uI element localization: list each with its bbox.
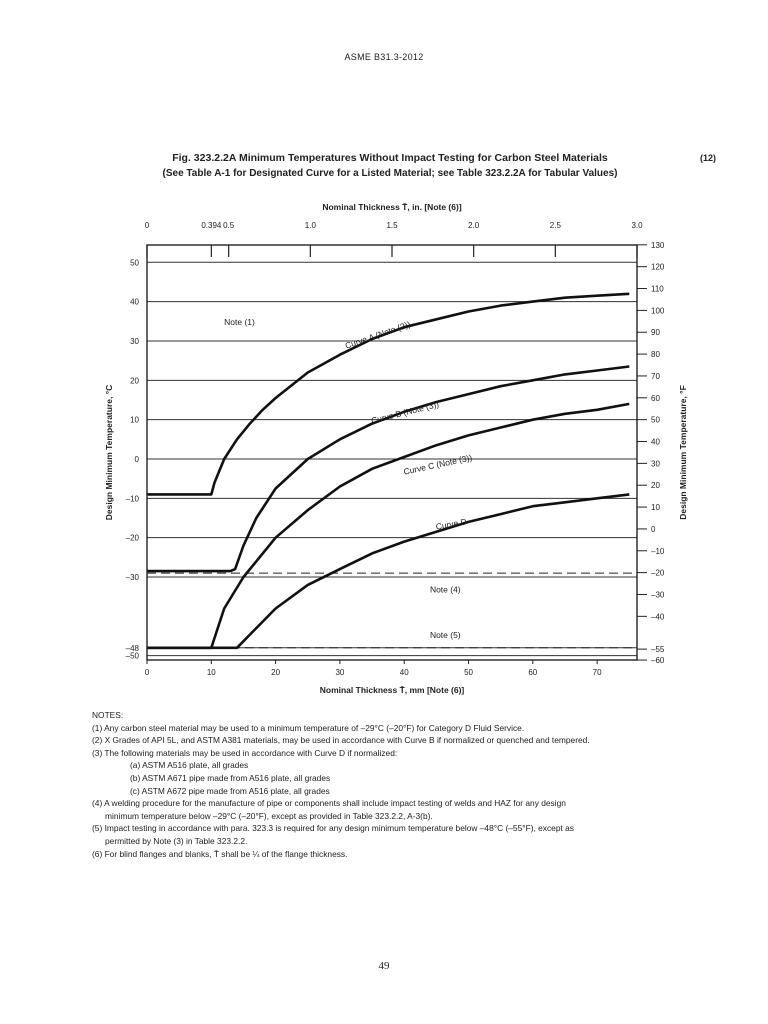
y-tick-label: –48 <box>125 643 139 653</box>
x2-tick-label: 1.0 <box>304 221 316 230</box>
note-6: (6) For blind flanges and blanks, T̄ shall be ¼ of the flange thickness. <box>92 848 348 859</box>
y2-tick-label: 90 <box>651 328 660 338</box>
x-tick-label: 10 <box>206 668 216 677</box>
x-axis-title: Nominal Thickness T̄, mm [Note (6)] <box>319 685 465 695</box>
notes-section <box>92 709 692 860</box>
note-5-cont: permitted by Note (3) in Table 323.2.2. <box>105 835 248 846</box>
x-tick-label: 50 <box>464 668 473 677</box>
y2-tick-label: –40 <box>651 612 665 622</box>
annotation-label: Note (5) <box>429 629 461 640</box>
note-1: (1) Any carbon steel material may be used to a minimum temperature of –29°C (–20°F) for Category D Fluid Service. <box>92 722 525 733</box>
y2-tick-label: 70 <box>651 371 660 381</box>
x-tick-label: 0 <box>144 668 150 677</box>
y2-tick-label: 120 <box>651 262 665 272</box>
annotation-label: Curve C (Note (3)) <box>402 452 474 477</box>
y-axis-title: Design Minimum Temperature, °C <box>104 384 114 521</box>
figure-subtitle: (See Table A-1 for Designated Curve for a Listed Material; see Table 323.2.2A for Tabular Values) <box>162 168 618 179</box>
y-tick-label: 40 <box>130 297 139 307</box>
note-3a: (a) ASTM A516 plate, all grades <box>130 760 249 771</box>
note-4: (4) A welding procedure for the manufacture of pipe or components shall include impact testing of welds and HAZ for any design <box>92 798 566 809</box>
y2-tick-label: 10 <box>651 503 660 513</box>
x2-axis-title: Nominal Thickness T̄, in. [Note (6)] <box>322 202 462 212</box>
y-tick-label: 50 <box>130 258 139 268</box>
page-number: 49 <box>378 960 390 972</box>
note-4-cont: minimum temperature below –29°C (–20°F), except as provided in Table 323.2.2, A-3(b). <box>105 810 433 821</box>
note-5: (5) Impact testing in accordance with para. 323.3 is required for any design minimum temperature below –48°C (–55°F), except as <box>92 823 574 834</box>
x2-tick-label: 2.0 <box>468 221 480 230</box>
y-tick-label: 0 <box>134 454 139 464</box>
notes-heading: NOTES: <box>92 710 124 720</box>
annotation-label: Curve A (Note (2)) <box>343 318 412 351</box>
y2-tick-label: –55 <box>651 645 665 655</box>
annotation-label: Note (4) <box>429 584 461 595</box>
y2-axis-title: Design Minimum Temperature, °F <box>678 385 688 520</box>
x-tick-label: 40 <box>399 668 409 677</box>
y2-tick-label: 60 <box>651 393 660 403</box>
note-3c: (c) ASTM A672 pipe made from A516 plate, all grades <box>130 785 330 796</box>
temperature-chart <box>92 195 702 705</box>
y2-tick-label: 0 <box>651 524 656 534</box>
x2-tick-label: 0.394 <box>201 221 222 230</box>
annotation-label: Curve D <box>434 516 468 532</box>
x-tick-label: 70 <box>592 668 602 677</box>
y-tick-label: 10 <box>130 415 139 425</box>
annotation-label: Curve B (Note (3)) <box>370 399 440 426</box>
x-tick-label: 30 <box>335 668 345 677</box>
y-tick-label: 30 <box>130 336 139 346</box>
x-tick-label: 20 <box>271 668 281 677</box>
y2-tick-label: 20 <box>651 481 660 491</box>
y2-tick-label: 50 <box>651 415 660 425</box>
x2-tick-label: 1.5 <box>386 221 398 230</box>
note-3: (3) The following materials may be used in accordance with Curve D if normalized: <box>92 747 398 758</box>
y-tick-label: –50 <box>125 651 139 661</box>
note-3b: (b) ASTM A671 pipe made from A516 plate, all grades <box>130 772 331 783</box>
y-tick-label: –30 <box>125 573 139 582</box>
page-header: ASME B31.3-2012 <box>344 52 424 62</box>
y2-tick-label: 40 <box>651 437 660 447</box>
x2-tick-label: 0 <box>144 221 150 230</box>
y2-tick-label: 80 <box>651 350 660 360</box>
figure-title: Fig. 323.2.2A Minimum Temperatures Without Impact Testing for Carbon Steel Materials <box>172 152 608 164</box>
y2-tick-label: 110 <box>651 284 664 294</box>
y-tick-label: –10 <box>125 494 139 504</box>
y-tick-label: –20 <box>125 533 139 543</box>
y2-tick-label: 30 <box>651 459 660 469</box>
figure-revision-ref: (12) <box>700 153 717 163</box>
x-tick-label: 60 <box>528 668 538 677</box>
y2-tick-label: –20 <box>651 568 665 578</box>
y2-tick-label: –30 <box>651 590 665 600</box>
y2-tick-label: –60 <box>651 656 665 666</box>
x2-tick-label: 0.5 <box>223 221 235 230</box>
note-2: (2) X Grades of API 5L, and ASTM A381 materials, may be used in accordance with Curve B if normalized or quenched and tempered. <box>92 735 590 746</box>
y2-tick-label: 100 <box>651 306 665 316</box>
x2-tick-label: 2.5 <box>549 221 561 230</box>
y-tick-label: 20 <box>130 376 139 386</box>
y2-tick-label: 130 <box>651 240 665 250</box>
chart-background <box>92 195 702 705</box>
y2-tick-label: –10 <box>651 546 665 556</box>
annotation-label: Note (1) <box>224 317 255 328</box>
x2-tick-label: 3.0 <box>631 221 643 230</box>
